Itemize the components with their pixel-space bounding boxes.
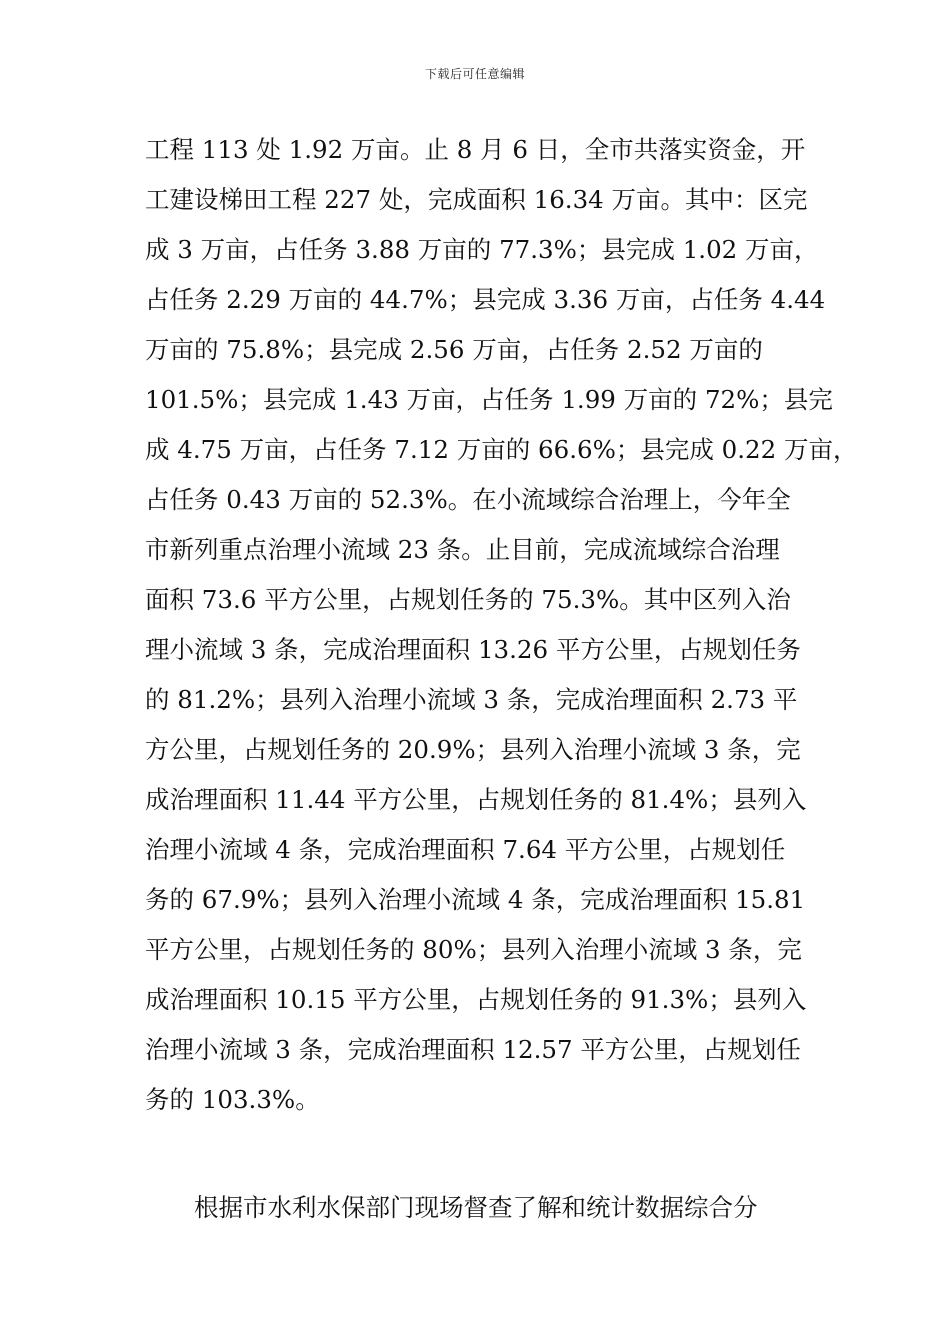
text-line: 工程 113 处 1.92 万亩。止 8 月 6 日，全市共落实资金，开	[145, 135, 806, 164]
text-line: 占任务 0.43 万亩的 52.3%。在小流域综合治理上，今年全	[145, 485, 791, 514]
document-body	[145, 125, 858, 1233]
text-line: 万亩的 75.8%；县完成 2.56 万亩，占任务 2.52 万亩的	[145, 335, 763, 364]
paragraph-1	[145, 125, 858, 1125]
text-line: 工建设梯田工程 227 处，完成面积 16.34 万亩。其中：区完	[145, 185, 808, 214]
text-line: 成治理面积 10.15 平方公里，占规划任务的 91.3%；县列入	[145, 985, 807, 1014]
text-line: 务的 67.9%；县列入治理小流域 4 条，完成治理面积 15.81	[145, 885, 806, 914]
text-line: 务的 103.3%。	[145, 1085, 320, 1114]
text-line: 市新列重点治理小流域 23 条。止目前，完成流域综合治理	[145, 535, 780, 564]
text-line: 根据市水利水保部门现场督查了解和统计数据综合分	[194, 1193, 758, 1222]
text-line: 面积 73.6 平方公里，占规划任务的 75.3%。其中区列入治	[145, 585, 791, 614]
text-line: 的 81.2%；县列入治理小流域 3 条，完成治理面积 2.73 平	[145, 685, 798, 714]
paragraph-gap	[145, 1125, 835, 1183]
text-line: 成 3 万亩，占任务 3.88 万亩的 77.3%；县完成 1.02 万亩，	[145, 235, 819, 264]
text-line: 平方公里，占规划任务的 80%；县列入治理小流域 3 条，完	[145, 935, 802, 964]
paragraph-2	[145, 1183, 835, 1233]
text-line: 成 4.75 万亩，占任务 7.12 万亩的 66.6%；县完成 0.22 万亩，	[145, 435, 858, 464]
text-line: 成治理面积 11.44 平方公里，占规划任务的 81.4%；县列入	[145, 785, 807, 814]
text-line: 理小流域 3 条，完成治理面积 13.26 平方公里，占规划任务	[145, 635, 801, 664]
text-line: 方公里，占规划任务的 20.9%；县列入治理小流域 3 条，完	[145, 735, 801, 764]
text-line: 治理小流域 4 条，完成治理面积 7.64 平方公里，占规划任	[145, 835, 786, 864]
text-line: 占任务 2.29 万亩的 44.7%；县完成 3.36 万亩，占任务 4.44	[145, 285, 826, 314]
text-line: 治理小流域 3 条，完成治理面积 12.57 平方公里，占规划任	[145, 1035, 801, 1064]
page-header: 下载后可任意编辑	[424, 67, 525, 81]
text-line: 101.5%；县完成 1.43 万亩，占任务 1.99 万亩的 72%；县完	[145, 385, 833, 414]
